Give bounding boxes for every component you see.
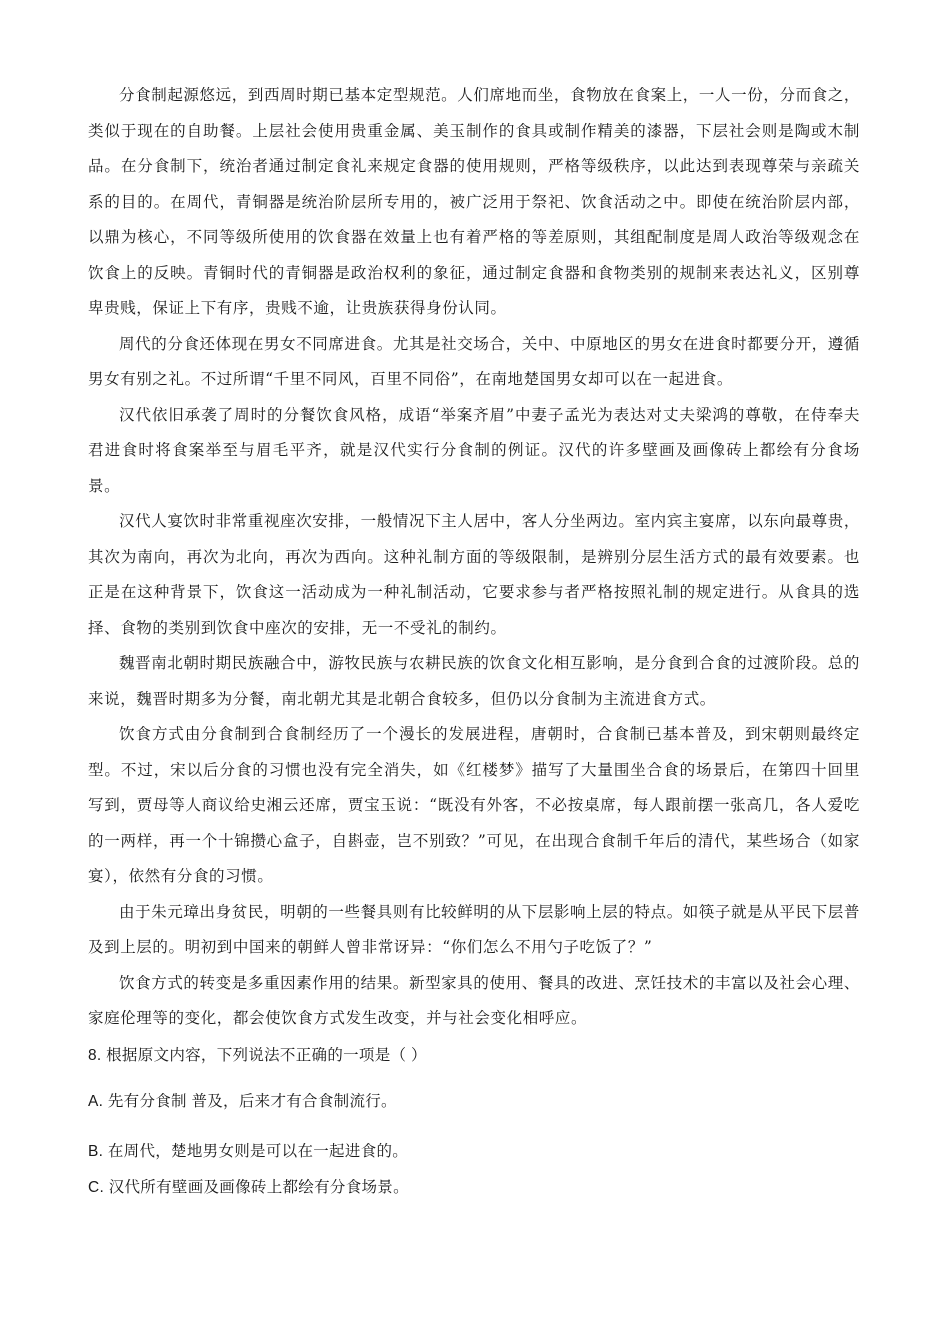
passage-paragraph-3: 汉代依旧承袭了周时的分餐饮食风格，成语“举案齐眉”中妻子孟光为表达对丈夫梁鸿的尊敬，在侍奉夫君进食时将食案举至与眉毛平齐，就是汉代实行分食制的例证。汉代的许多壁画及画像砖上都绘有分食场景。 xyxy=(88,405,860,495)
passage-paragraph-2: 周代的分食还体现在男女不同席进食。尤其是社交场合，关中、中原地区的男女在进食时都要分开，遵循男女有别之礼。不过所谓“千里不同风，百里不同俗”，在南地楚国男女却可以在一起进食。 xyxy=(88,334,860,388)
question-block xyxy=(88,1041,860,1203)
passage-paragraph-7: 由于朱元璋出身贫民，明朝的一些餐具则有比较鲜明的从下层影响上层的特点。如筷子就是从平民下层普及到上层的。明初到中国来的朝鲜人曾非常讶异：“你们怎么不用勺子吃饭了？” xyxy=(88,902,860,956)
passage-paragraph-8: 饮食方式的转变是多重因素作用的结果。新型家具的使用、餐具的改进、烹饪技术的丰富以及社会心理、家庭伦理等的变化，都会使饮食方式发生改变，并与社会变化相呼应。 xyxy=(88,973,860,1027)
question-stem: 8. 根据原文内容，下列说法不正确的一项是（ ） xyxy=(88,1046,427,1064)
passage-paragraph-6: 饮食方式由分食制到合食制经历了一个漫长的发展进程，唐朝时，合食制已基本普及，到宋朝则最终定型。不过，宋以后分食的习惯也没有完全消失，如《红楼梦》描写了大量围坐合食的场景后，在第四十回里写到，贾母等人商议给史湘云还席，贾宝玉说：“既没有外客，不必按桌席，每人跟前摆一张高几，各人爱吃的一两样，再一个十锦攒心盒子，自斟壶，岂不别致？”可见，在出现合食制千年后的清代，某些场合（如家宴），依然有分食的习惯。 xyxy=(88,725,860,885)
option-b[interactable]: B. 在周代，楚地男女则是可以在一起进食的。 xyxy=(88,1142,409,1160)
passage-paragraph-1: 分食制起源悠远，到西周时期已基本定型规范。人们席地而坐，食物放在食案上，一人一份，分而食之，类似于现在的自助餐。上层社会使用贵重金属、美玉制作的食具或制作精美的漆器，下层社会则是陶或木制品。在分食制下，统治者通过制定食礼来规定食器的使用规则，严格等级秩序，以此达到表现尊荣与亲疏关系的目的。在周代，青铜器是统治阶层所专用的，被广泛用于祭祀、饮食活动之中。即使在统治阶层内部，以鼎为核心，不同等级所使用的饮食器在效量上也有着严格的等差原则，其组配制度是周人政治等级观念在饮食上的反映。青铜时代的青铜器是政治权利的象征，通过制定食器和食物类别的规制来表达礼义，区别尊卑贵贱，保证上下有序，贵贱不逾，让贵族获得身份认同。 xyxy=(88,86,860,317)
option-c[interactable]: C. 汉代所有壁画及画像砖上都绘有分食场景。 xyxy=(88,1178,409,1196)
document-page xyxy=(88,78,860,1203)
option-a[interactable]: A. 先有分食制 普及，后来才有合食制流行。 xyxy=(88,1092,397,1110)
passage-paragraph-4: 汉代人宴饮时非常重视座次安排，一般情况下主人居中，客人分坐两边。室内宾主宴席，以东向最尊贵，其次为南向，再次为北向，再次为西向。这种礼制方面的等级限制，是辨别分层生活方式的最有效要素。也正是在这种背景下，饮食这一活动成为一种礼制活动，它要求参与者严格按照礼制的规定进行。从食具的选择、食物的类别到饮食中座次的安排，无一不受礼的制约。 xyxy=(88,512,860,637)
passage-paragraph-5: 魏晋南北朝时期民族融合中，游牧民族与农耕民族的饮食文化相互影响，是分食到合食的过渡阶段。总的来说，魏晋时期多为分餐，南北朝尤其是北朝合食较多，但仍以分食制为主流进食方式。 xyxy=(88,654,860,708)
